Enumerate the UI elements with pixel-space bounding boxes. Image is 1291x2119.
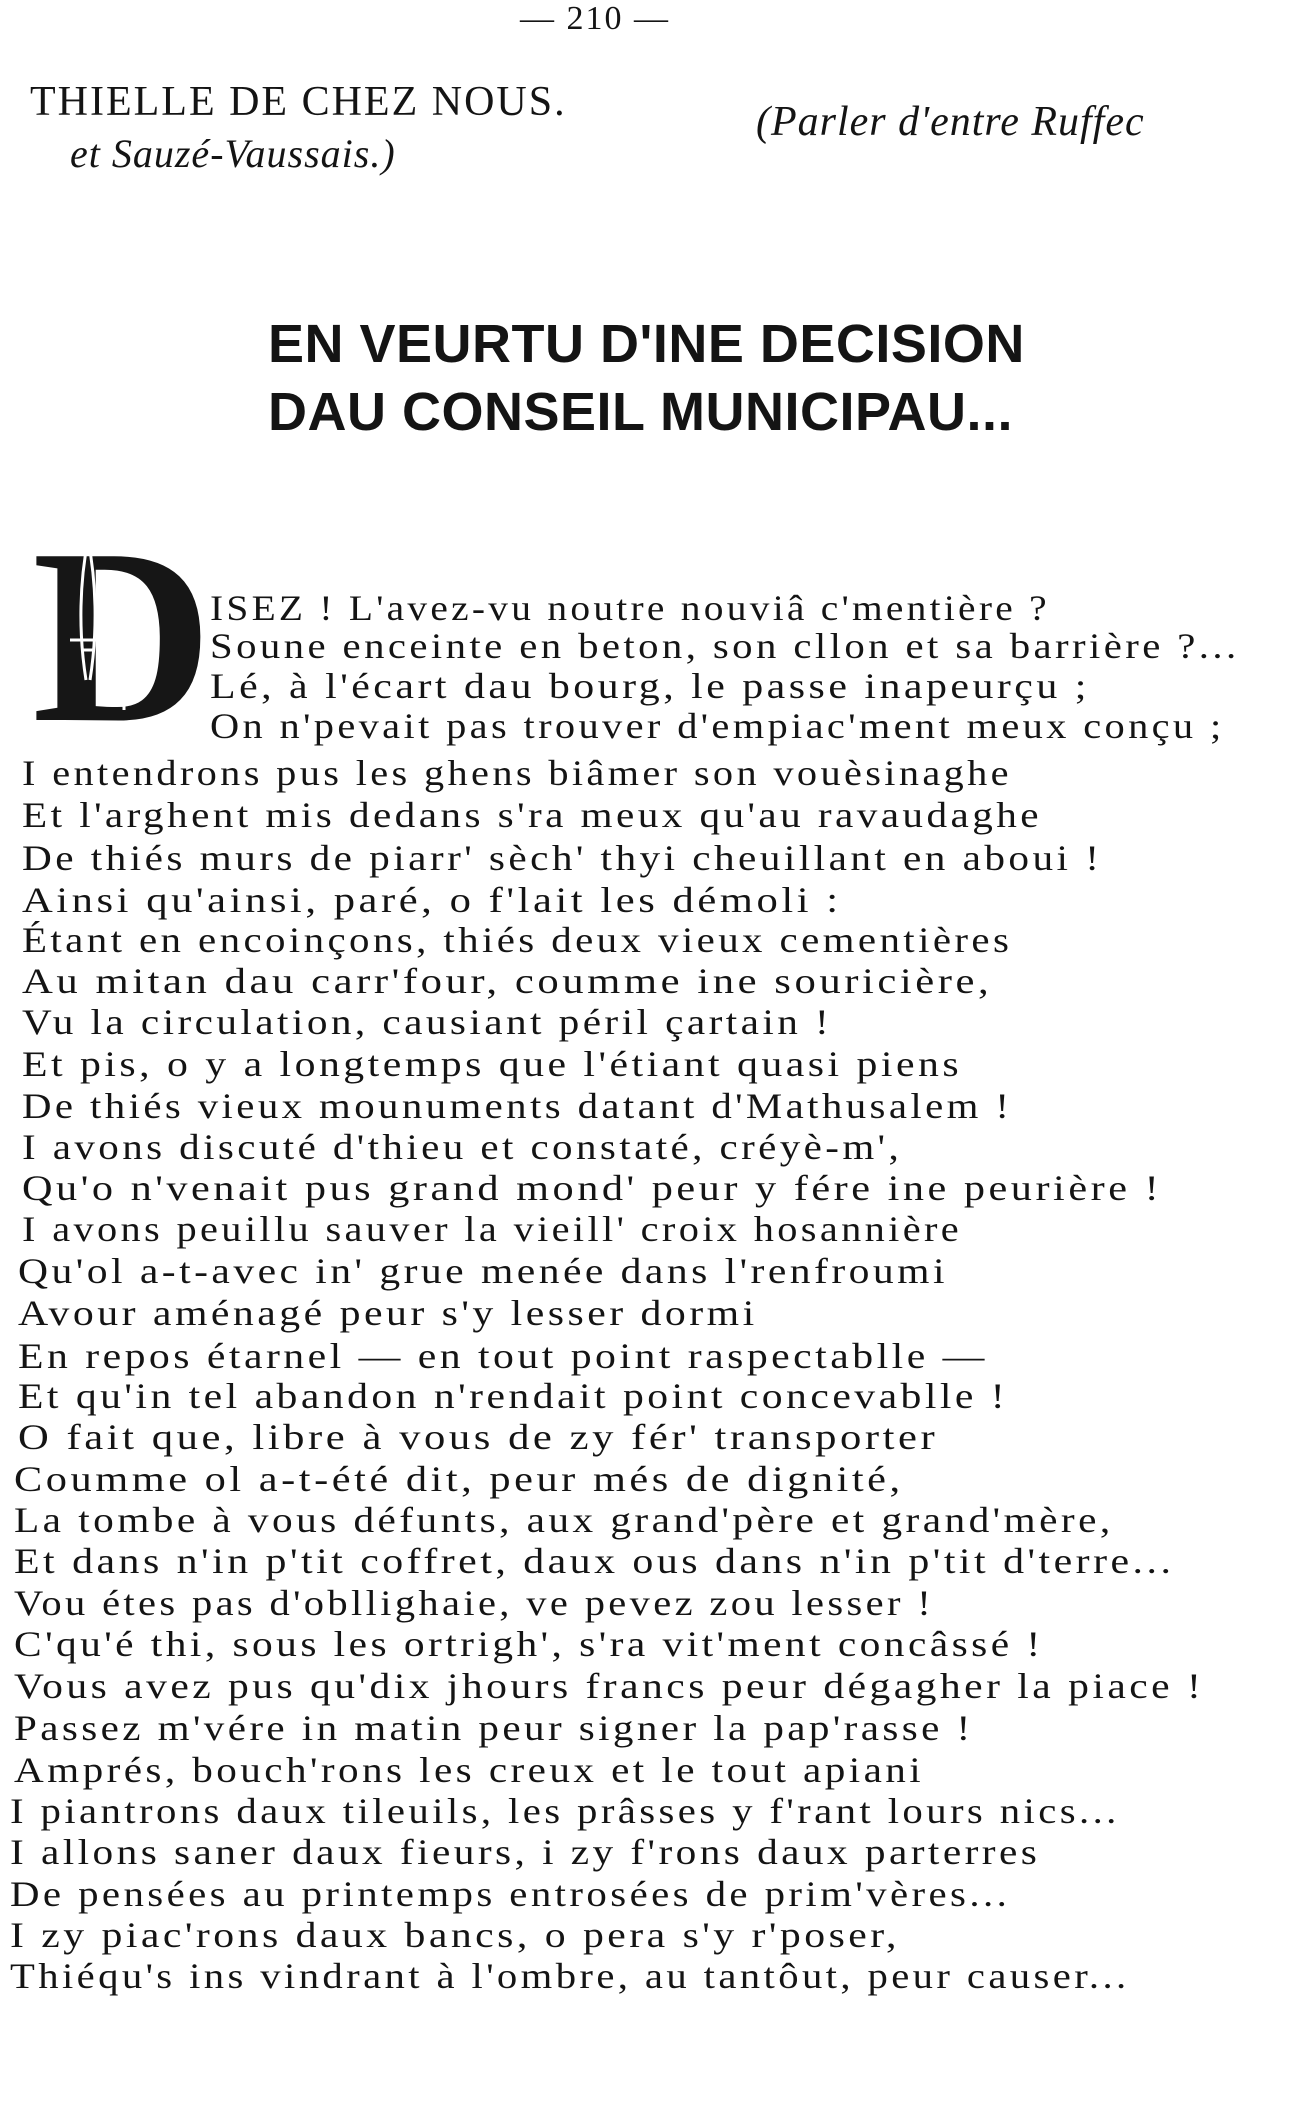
poem-line: Vous avez pus qu'dix jhours francs peur dégagher la piace !	[14, 1666, 1205, 1706]
poem-title-line-1: EN VEURTU D'INE DECISION	[268, 314, 1025, 374]
poem-line: De thiés vieux mounuments datant d'Mathusalem !	[22, 1086, 1013, 1126]
poem-line: Amprés, bouch'rons les creux et le tout apiani	[14, 1750, 925, 1790]
poem-line: Étant en encoinçons, thiés deux vieux cementières	[22, 920, 1013, 960]
poem-line: I allons saner daux fieurs, i zy f'rons daux parterres	[10, 1832, 1041, 1872]
dialect-note: (Parler d'entre Ruffec	[756, 99, 1145, 145]
page-number: — 210 —	[520, 0, 670, 37]
poem-line: De pensées au printemps entrosées de prim'vères...	[10, 1874, 1011, 1914]
poem-line: I entendrons pus les ghens biâmer son vouèsinaghe	[22, 753, 1012, 793]
poem-line: I piantrons daux tileuils, les prâsses y f'rant lours nics...	[10, 1791, 1120, 1831]
poem-line: Passez m'vére in matin peur signer la pap'rasse !	[14, 1708, 974, 1748]
poem-line: Ainsi qu'ainsi, paré, o f'lait les démoli :	[22, 880, 842, 920]
poem-line: Et qu'in tel abandon n'rendait point concevablle !	[18, 1376, 1009, 1416]
poem-line: I avons peuillu sauver la vieill' croix hosannière	[22, 1209, 962, 1249]
poem-line: Qu'o n'venait pus grand mond' peur y fére ine peurière !	[22, 1168, 1163, 1208]
poem-line: De thiés murs de piarr' sèch' thyi cheuillant en aboui !	[22, 838, 1103, 878]
poem-line: Et l'arghent mis dedans s'ra meux qu'au ravaudaghe	[22, 795, 1042, 835]
poem-line: La tombe à vous défunts, aux grand'père et grand'mère,	[14, 1500, 1114, 1540]
poem-line: Lé, à l'écart dau bourg, le passe inapeurçu ;	[210, 666, 1090, 706]
poem-title	[268, 310, 1068, 446]
poem-line: Vu la circulation, causiant péril çartain !	[22, 1002, 833, 1042]
poem-line: Coumme ol a-t-été dit, peur més de dignité,	[14, 1459, 904, 1499]
poem-line: On n'pevait pas trouver d'empiac'ment meux conçu ;	[210, 706, 1225, 746]
poem-line: I avons discuté d'thieu et constaté, créyè-m',	[22, 1127, 903, 1167]
poem-line: C'qu'é thi, sous les ortrigh', s'ra vit'ment concâssé !	[14, 1624, 1044, 1664]
poem-line: Au mitan dau carr'four, coumme ine souricière,	[22, 961, 993, 1001]
poem-line: En repos étarnel — en tout point raspectablle —	[18, 1336, 988, 1376]
poem-line: O fait que, libre à vous de zy fér' transporter	[18, 1417, 939, 1457]
dialect-note-continued: et Sauzé-Vaussais.)	[70, 131, 396, 176]
poem-line: Qu'ol a-t-avec in' grue menée dans l'renfroumi	[18, 1251, 949, 1291]
poem-line: ISEZ ! L'avez-vu noutre nouviâ c'mentière ?	[210, 588, 1050, 628]
dropcap-illustration	[30, 520, 220, 730]
poem-line: Et dans n'in p'tit coffret, daux ous dans n'in p'tit d'terre...	[14, 1541, 1175, 1581]
poem-line: Thiéqu's ins vindrant à l'ombre, au tantôut, peur causer...	[10, 1956, 1130, 1996]
source-title: THIELLE DE CHEZ NOUS.	[30, 79, 567, 125]
poem-line: I zy piac'rons daux bancs, o pera s'y r'poser,	[10, 1915, 900, 1955]
poem-line: Avour aménagé peur s'y lesser dormi	[18, 1293, 758, 1333]
poem-line: Soune enceinte en beton, son cllon et sa barrière ?...	[210, 626, 1240, 666]
poem-line: Et pis, o y a longtemps que l'étiant quasi piens	[22, 1044, 963, 1084]
decorative-dropcap	[30, 520, 220, 730]
poem-title-line-2: DAU CONSEIL MUNICIPAU...	[268, 382, 1014, 442]
poem-line: Vou étes pas d'obllighaie, ve pevez zou lesser !	[14, 1583, 935, 1623]
dropcap-letter: D	[32, 520, 213, 730]
